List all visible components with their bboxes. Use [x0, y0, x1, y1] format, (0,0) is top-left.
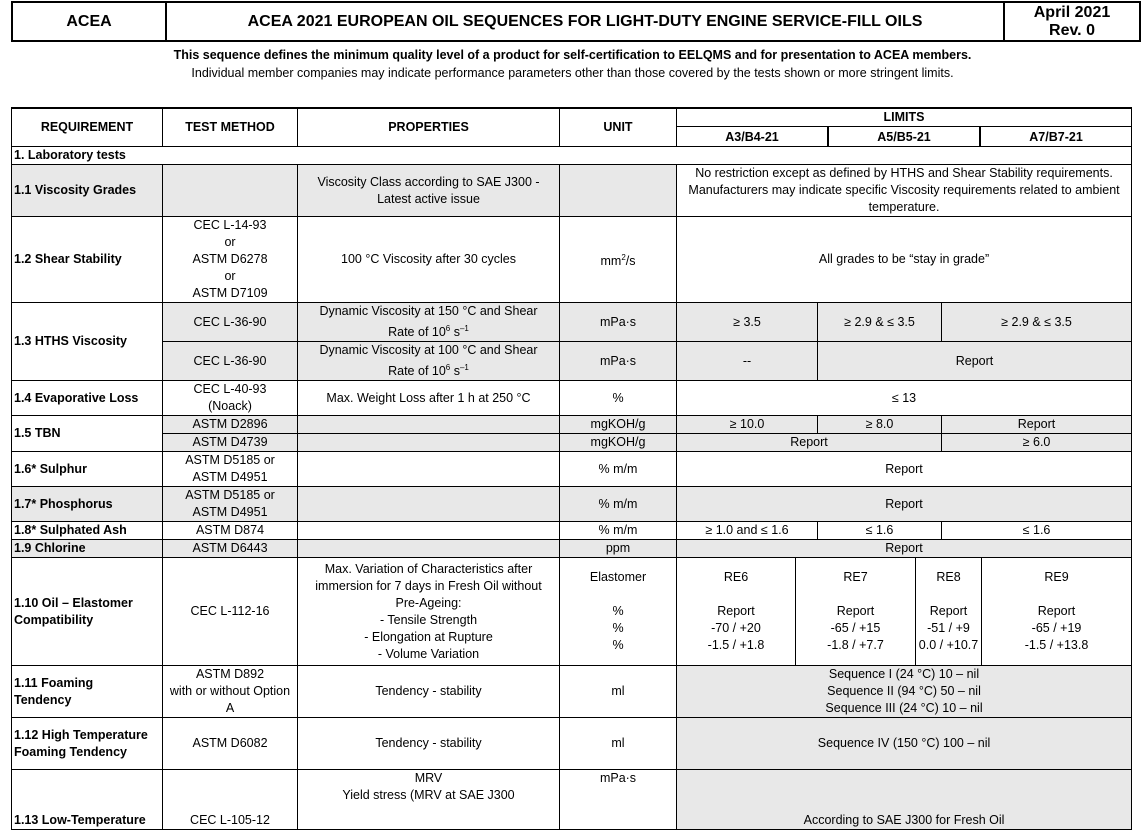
prop-s: s [450, 364, 460, 379]
org-name: ACEA [13, 3, 167, 40]
req-hths-viscosity: 1.3 HTHS Viscosity [12, 303, 163, 381]
method-cell: ASTM D5185 or ASTM D4951 [163, 487, 298, 522]
prop-cell: MRV Yield stress (MRV at SAE J300 [298, 770, 560, 830]
prop-cell: Max. Variation of Characteristics after immersion for 7 days in Fresh Oil without Pre-Ageing: - Tensile Strength - Elongation at Rupture - Volume Variation [298, 558, 560, 666]
prop-cell: Viscosity Class according to SAE J300 - Latest active issue [298, 165, 560, 217]
prop-sup2: –1 [459, 363, 469, 373]
table-row [12, 522, 1132, 540]
limit-re8: RE8 Report -51 / +9 0.0 / +10.7 [916, 558, 982, 666]
limit-re7: RE7 Report -65 / +15 -1.8 / +7.7 [796, 558, 916, 666]
table-row [12, 487, 1132, 522]
prop-cell: Tendency - stability [298, 718, 560, 770]
col-test-method: TEST METHOD [163, 108, 298, 147]
unit-sup: 2 [621, 252, 626, 262]
section-laboratory-tests: 1. Laboratory tests [12, 147, 1132, 165]
prop-cell [298, 342, 560, 381]
method-cell: CEC L-36-90 [163, 303, 298, 342]
unit-cell: mPa·s [560, 770, 677, 830]
limit-a3b4: ≥ 1.0 and ≤ 1.6 [677, 522, 818, 540]
req-viscosity-grades: 1.1 Viscosity Grades [12, 165, 163, 217]
method-cell: ASTM D4739 [163, 434, 298, 452]
table-row [12, 540, 1132, 558]
prop-line2: Rate of 10 [388, 325, 446, 340]
issue-date: April 2021 [1033, 3, 1111, 21]
prop-cell [298, 487, 560, 522]
limit-cell: No restriction except as defined by HTHS and Shear Stability requirements. Manufacturers may indicate specific Viscosity requirements related to ambient temperature. [677, 165, 1132, 217]
limits-heading: LIMITS [883, 110, 925, 124]
req-foaming-tendency: 1.11 Foaming Tendency [12, 666, 163, 718]
unit-cell: mgKOH/g [560, 434, 677, 452]
limit-a7b7: ≥ 6.0 [942, 434, 1132, 452]
method-cell: CEC L-40-93 (Noack) [163, 381, 298, 416]
table-row [12, 217, 1132, 303]
limit-re6: RE6 Report -70 / +20 -1.5 / +1.8 [677, 558, 796, 666]
limit-a5b5: ≥ 8.0 [818, 416, 942, 434]
req-tbn: 1.5 TBN [12, 416, 163, 452]
table-row [12, 452, 1132, 487]
limit-a3b4: ≥ 3.5 [677, 303, 818, 342]
unit-cell: mgKOH/g [560, 416, 677, 434]
limit-a7b7: ≥ 2.9 & ≤ 3.5 [942, 303, 1132, 342]
unit-cell: mPa·s [560, 303, 677, 342]
limit-cell: Report [677, 452, 1132, 487]
req-phosphorus: 1.7* Phosphorus [12, 487, 163, 522]
method-cell [163, 165, 298, 217]
limit-a5b5-a7b7: Report [818, 342, 1132, 381]
revision-number: Rev. 0 [1049, 21, 1095, 39]
limit-a3b4-a5b5: Report [677, 434, 942, 452]
limit-re9: RE9 Report -65 / +19 -1.5 / +13.8 [982, 558, 1132, 666]
limit-a7b7: Report [942, 416, 1132, 434]
prop-line1: Dynamic Viscosity at 100 °C and Shear [319, 343, 538, 358]
limit-cell: Sequence I (24 °C) 10 – nil Sequence II (94 °C) 50 – nil Sequence III (24 °C) 10 – nil [677, 666, 1132, 718]
req-oil-elastomer: 1.10 Oil – Elastomer Compatibility [12, 558, 163, 666]
method-cell: CEC L-36-90 [163, 342, 298, 381]
col-properties: PROPERTIES [298, 108, 560, 147]
method-cell: CEC L-105-12 [163, 770, 298, 830]
unit-tail: /s [625, 254, 636, 269]
document-header [11, 1, 1141, 42]
method-cell: ASTM D2896 [163, 416, 298, 434]
col-unit: UNIT [560, 108, 677, 147]
req-chlorine: 1.9 Chlorine [12, 540, 163, 558]
col-a5b5: A5/B5-21 [827, 127, 979, 146]
limit-cell: ≤ 13 [677, 381, 1132, 416]
limit-cell: Sequence IV (150 °C) 100 – nil [677, 718, 1132, 770]
table-row [12, 666, 1132, 718]
req-evaporative-loss: 1.4 Evaporative Loss [12, 381, 163, 416]
limit-a3b4: -- [677, 342, 818, 381]
method-cell: ASTM D892 with or without Option A [163, 666, 298, 718]
table-row [12, 342, 1132, 381]
prop-cell [298, 540, 560, 558]
unit-cell: ppm [560, 540, 677, 558]
unit-cell [560, 217, 677, 303]
method-cell: ASTM D6443 [163, 540, 298, 558]
prop-cell [298, 434, 560, 452]
method-cell: CEC L-112-16 [163, 558, 298, 666]
method-cell: CEC L-14-93 or ASTM D6278 or ASTM D7109 [163, 217, 298, 303]
prop-sup1: 6 [445, 324, 451, 333]
prop-cell: Max. Weight Loss after 1 h at 250 °C [298, 381, 560, 416]
limit-a3b4: ≥ 10.0 [677, 416, 818, 434]
limit-a7b7: ≤ 1.6 [942, 522, 1132, 540]
table-row [12, 165, 1132, 217]
prop-cell [298, 452, 560, 487]
unit-cell [560, 165, 677, 217]
method-cell: ASTM D874 [163, 522, 298, 540]
col-requirement: REQUIREMENT [12, 108, 163, 147]
limit-cell: Report [677, 540, 1132, 558]
prop-cell: 100 °C Viscosity after 30 cycles [298, 217, 560, 303]
limits-subheaders [677, 126, 1131, 146]
limit-cell: According to SAE J300 for Fresh Oil [677, 770, 1132, 830]
limit-cell: Report [677, 487, 1132, 522]
table-header-row [12, 108, 1132, 147]
req-low-temperature: 1.13 Low-Temperature [12, 770, 163, 830]
unit-cell: % [560, 381, 677, 416]
unit-cell: % m/m [560, 452, 677, 487]
table-row [12, 770, 1132, 830]
req-sulphur: 1.6* Sulphur [12, 452, 163, 487]
prop-cell [298, 416, 560, 434]
prop-line1: Dynamic Viscosity at 150 °C and Shear [319, 304, 538, 318]
prop-cell: Tendency - stability [298, 666, 560, 718]
prop-s: s [450, 325, 460, 340]
unit-cell: % m/m [560, 487, 677, 522]
limit-a5b5: ≤ 1.6 [818, 522, 942, 540]
unit-base: mm [600, 254, 622, 269]
unit-cell: ml [560, 718, 677, 770]
prop-line2: Rate of 10 [388, 364, 446, 379]
col-a7b7: A7/B7-21 [979, 127, 1131, 146]
method-cell: ASTM D5185 or ASTM D4951 [163, 452, 298, 487]
table-row [12, 718, 1132, 770]
prop-sup1: 6 [445, 363, 451, 373]
unit-cell: % m/m [560, 522, 677, 540]
oil-sequence-table [11, 107, 1132, 830]
method-cell: ASTM D6082 [163, 718, 298, 770]
document-title: ACEA 2021 EUROPEAN OIL SEQUENCES FOR LIGHT-DUTY ENGINE SERVICE-FILL OILS [167, 3, 1005, 40]
table-row [12, 381, 1132, 416]
col-limits [677, 108, 1132, 147]
prop-sup2: –1 [459, 324, 469, 333]
prop-cell [298, 303, 560, 342]
req-shear-stability: 1.2 Shear Stability [12, 217, 163, 303]
intro-bold: This sequence defines the minimum quality level of a product for self-certification to EELQMS and for presentation to ACEA members. [173, 48, 972, 62]
unit-cell: ml [560, 666, 677, 718]
table-row [12, 303, 1132, 342]
limit-a5b5: ≥ 2.9 & ≤ 3.5 [818, 303, 942, 342]
req-high-temp-foaming: 1.12 High Temperature Foaming Tendency [12, 718, 163, 770]
prop-cell [298, 522, 560, 540]
table-row [12, 434, 1132, 452]
unit-cell: Elastomer % % % [560, 558, 677, 666]
limit-cell: All grades to be “stay in grade” [677, 217, 1132, 303]
revision-box [1005, 3, 1139, 40]
section-row [12, 147, 1132, 165]
table-row [12, 558, 1132, 666]
table-row [12, 416, 1132, 434]
intro-note: Individual member companies may indicate performance parameters other than those covered by the tests shown or more stringent limits. [191, 66, 954, 80]
col-a3b4: A3/B4-21 [725, 130, 779, 144]
unit-cell: mPa·s [560, 342, 677, 381]
req-sulphated-ash: 1.8* Sulphated Ash [12, 522, 163, 540]
